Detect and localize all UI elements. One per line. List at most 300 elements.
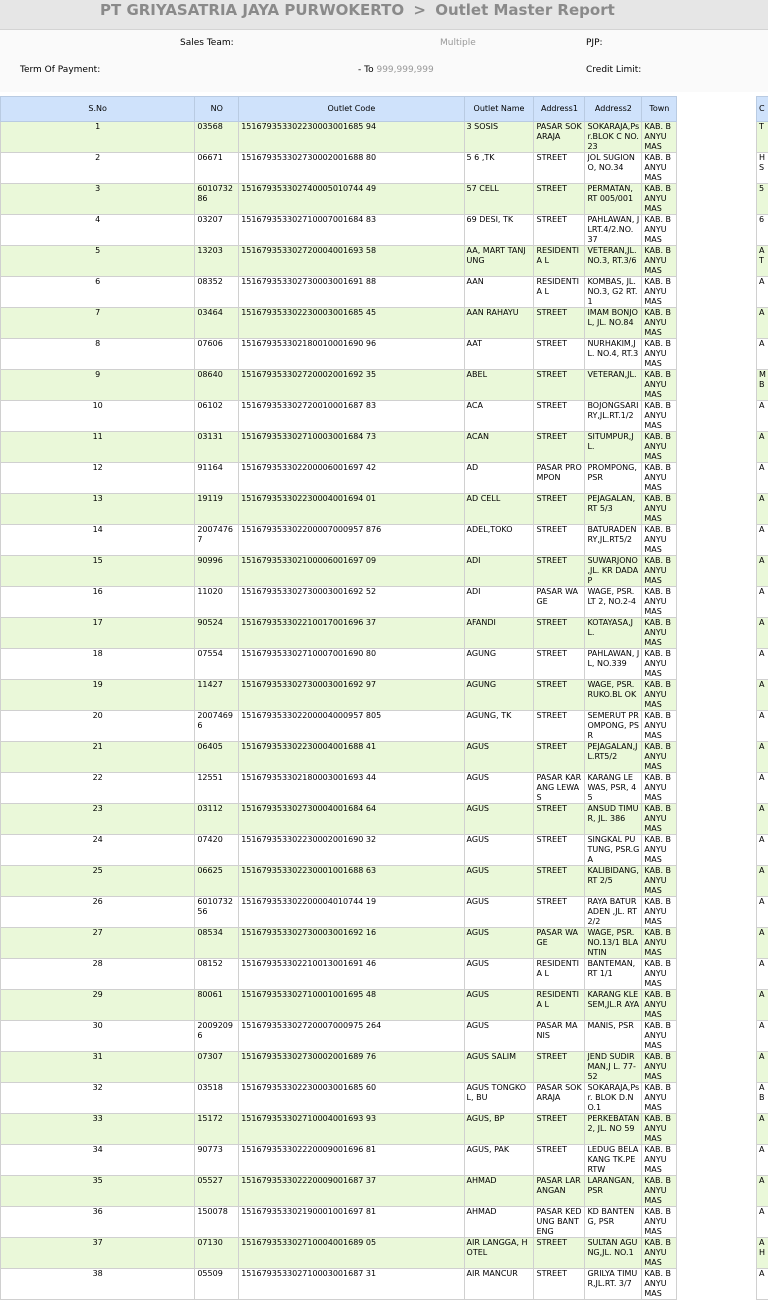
table-row[interactable] [1,339,768,370]
row-town: KAB. BANYU MAS [642,215,677,246]
row-address1: STREET [534,556,585,587]
row-address2: KD BANTENG, PSR [585,1207,642,1238]
row-gap [677,1083,757,1114]
row-next-column: A [757,1114,768,1145]
row-address2: KARANG LEWAS, PSR, 45 [585,773,642,804]
row-next-column: A [757,866,768,897]
table-row[interactable] [1,835,768,866]
row-no: 90524 [195,618,239,649]
report-name: Outlet Master Report [435,1,615,19]
row-no: 20074696 [195,711,239,742]
row-no: 05527 [195,1176,239,1207]
column-header-town[interactable]: Town [642,97,677,122]
row-sno: 11 [1,432,195,463]
column-header-outlet-name[interactable]: Outlet Name [464,97,534,122]
table-row[interactable] [1,804,768,835]
row-town: KAB. BANYU MAS [642,711,677,742]
row-address1: PASAR WAGE [534,928,585,959]
table-row[interactable] [1,432,768,463]
table-row[interactable] [1,959,768,990]
row-next-column: A [757,742,768,773]
row-address1: STREET [534,339,585,370]
row-address1: RESIDENTIA L [534,959,585,990]
row-sno: 19 [1,680,195,711]
row-gap [677,742,757,773]
row-outlet-name: AFANDI [464,618,534,649]
row-gap [677,1114,757,1145]
row-town: KAB. BANYU MAS [642,835,677,866]
row-address2: PROMPONG, PSR [585,463,642,494]
row-address2: KARANG KLESEM,JL.R AYA [585,990,642,1021]
table-row[interactable] [1,773,768,804]
row-no: 08640 [195,370,239,401]
row-address2: MANIS, PSR [585,1021,642,1052]
row-address1: PASAR WAGE [534,587,585,618]
outlet-table [0,96,768,1300]
row-outlet-name: AD CELL [464,494,534,525]
row-no: 06625 [195,866,239,897]
table-row[interactable] [1,1052,768,1083]
row-address2: IMAM BONJOL, JL. NO.84 [585,308,642,339]
row-next-column: 5 [757,184,768,215]
table-row[interactable] [1,990,768,1021]
row-outlet-code: 151679353302230001001688 63 [239,866,464,897]
row-town: KAB. BANYU MAS [642,308,677,339]
row-town: KAB. BANYU MAS [642,773,677,804]
column-header-next[interactable]: C [757,97,768,122]
row-gap [677,897,757,928]
row-sno: 10 [1,401,195,432]
table-row[interactable] [1,1145,768,1176]
row-outlet-code: 151679353302710003001684 73 [239,432,464,463]
row-town: KAB. BANYU MAS [642,494,677,525]
table-row[interactable] [1,1238,768,1269]
table-row[interactable] [1,1269,768,1300]
table-row[interactable] [1,1207,768,1238]
row-sno: 3 [1,184,195,215]
row-gap [677,1145,757,1176]
row-outlet-code: 151679353302710003001687 31 [239,1269,464,1300]
row-address1: RESIDENTIA L [534,246,585,277]
row-sno: 13 [1,494,195,525]
row-gap [677,835,757,866]
column-header-address2[interactable]: Address2 [585,97,642,122]
row-town: KAB. BANYU MAS [642,463,677,494]
row-outlet-name: AIR MANCUR [464,1269,534,1300]
row-no: 03568 [195,122,239,153]
row-outlet-name: ACA [464,401,534,432]
row-sno: 36 [1,1207,195,1238]
sales-team-value[interactable]: Multiple [440,38,476,48]
row-next-column: A [757,587,768,618]
column-header-sno[interactable]: S.No [1,97,195,122]
row-outlet-name: AGUS [464,928,534,959]
report-title [100,0,615,20]
table-row[interactable] [1,742,768,773]
row-town: KAB. BANYU MAS [642,897,677,928]
row-no: 06405 [195,742,239,773]
row-sno: 16 [1,587,195,618]
row-outlet-name: AGUNG [464,680,534,711]
row-outlet-code: 151679353302180003001693 44 [239,773,464,804]
table-row[interactable] [1,401,768,432]
table-row[interactable] [1,525,768,556]
row-outlet-name: AGUS TONGKOL, BU [464,1083,534,1114]
row-address1: STREET [534,153,585,184]
outlet-table-container [0,96,768,1300]
row-address2: PAHLAWAN, JL, NO.339 [585,649,642,680]
row-next-column: A [757,277,768,308]
row-sno: 35 [1,1176,195,1207]
row-address1: PASAR LARANGAN [534,1176,585,1207]
row-outlet-name: AGUS [464,773,534,804]
row-address2: WAGE, PSR. LT 2, NO.2-4 [585,587,642,618]
row-address1: PASAR PROMPON [534,463,585,494]
row-sno: 6 [1,277,195,308]
row-sno: 24 [1,835,195,866]
row-address1: STREET [534,215,585,246]
row-no: 07554 [195,649,239,680]
row-address1: STREET [534,711,585,742]
row-sno: 32 [1,1083,195,1114]
row-no: 601073256 [195,897,239,928]
row-town: KAB. BANYU MAS [642,1083,677,1114]
row-town: KAB. BANYU MAS [642,928,677,959]
row-outlet-name: AGUS, BP [464,1114,534,1145]
row-town: KAB. BANYU MAS [642,1114,677,1145]
row-no: 07307 [195,1052,239,1083]
row-no: 20074767 [195,525,239,556]
row-gap [677,928,757,959]
row-outlet-code: 151679353302710007001684 83 [239,215,464,246]
row-town: KAB. BANYU MAS [642,1238,677,1269]
row-next-column: A [757,835,768,866]
row-address1: STREET [534,308,585,339]
row-town: KAB. BANYU MAS [642,1145,677,1176]
row-address2: SUWARJONO ,JL. KR DADAP [585,556,642,587]
row-sno: 22 [1,773,195,804]
row-outlet-name: AGUS, PAK [464,1145,534,1176]
row-address2: SOKARAJA,Ps r. BLOK D.NO.1 [585,1083,642,1114]
row-address2: SULTAN AGUNG,JL. NO.1 [585,1238,642,1269]
column-header-outlet-code[interactable]: Outlet Code [239,97,464,122]
row-next-column: M B [757,370,768,401]
row-next-column: A [757,1052,768,1083]
row-town: KAB. BANYU MAS [642,246,677,277]
row-gap [677,680,757,711]
row-address1: PASAR MANIS [534,1021,585,1052]
row-no: 90773 [195,1145,239,1176]
row-address1: STREET [534,525,585,556]
row-outlet-code: 151679353302730003001692 97 [239,680,464,711]
row-sno: 27 [1,928,195,959]
row-next-column: A [757,432,768,463]
row-outlet-code: 151679353302230003001685 60 [239,1083,464,1114]
row-outlet-name: AGUS [464,804,534,835]
row-outlet-name: AAT [464,339,534,370]
row-address1: STREET [534,866,585,897]
row-town: KAB. BANYU MAS [642,1207,677,1238]
table-row[interactable] [1,711,768,742]
row-address1: STREET [534,680,585,711]
row-gap [677,277,757,308]
row-outlet-name: AAN RAHAYU [464,308,534,339]
row-next-column: A [757,556,768,587]
row-gap [677,773,757,804]
table-row[interactable] [1,680,768,711]
row-next-column: A B [757,1083,768,1114]
row-address1: STREET [534,1269,585,1300]
row-outlet-name: AHMAD [464,1176,534,1207]
row-no: 150078 [195,1207,239,1238]
report-header [0,0,768,30]
row-town: KAB. BANYU MAS [642,1052,677,1083]
row-address1: STREET [534,742,585,773]
row-address1: STREET [534,649,585,680]
row-address2: KOTAYASA,JL. [585,618,642,649]
row-outlet-code: 151679353302720007000975 264 [239,1021,464,1052]
table-row[interactable] [1,277,768,308]
table-row[interactable] [1,1021,768,1052]
row-address2: VETERAN,JL. NO.3, RT.3/6 [585,246,642,277]
column-header-address1[interactable]: Address1 [534,97,585,122]
row-outlet-name: AGUS [464,742,534,773]
table-row[interactable] [1,1083,768,1114]
row-sno: 38 [1,1269,195,1300]
row-town: KAB. BANYU MAS [642,680,677,711]
row-outlet-name: 5 6 ,TK [464,153,534,184]
column-header-no[interactable]: NO [195,97,239,122]
row-sno: 5 [1,246,195,277]
row-address2: SEMERUT PROMPONG, PSR [585,711,642,742]
table-row[interactable] [1,246,768,277]
row-address2: BATURADEN RY,JL.RT5/2 [585,525,642,556]
row-address2: SITUMPUR,J L. [585,432,642,463]
row-no: 91164 [195,463,239,494]
table-row[interactable] [1,556,768,587]
table-row[interactable] [1,618,768,649]
row-next-column: A T [757,246,768,277]
row-no: 03207 [195,215,239,246]
row-address1: RESIDENTIA L [534,277,585,308]
row-address2: RAYA BATURADEN ,JL. RT 2/2 [585,897,642,928]
table-row[interactable] [1,494,768,525]
row-gap [677,618,757,649]
row-address1: STREET [534,804,585,835]
row-outlet-code: 151679353302180010001690 96 [239,339,464,370]
row-address1: STREET [534,897,585,928]
row-sno: 37 [1,1238,195,1269]
row-sno: 7 [1,308,195,339]
row-town: KAB. BANYU MAS [642,556,677,587]
row-sno: 14 [1,525,195,556]
pjp-label: PJP: [586,38,603,48]
table-row[interactable] [1,122,768,153]
row-sno: 29 [1,990,195,1021]
row-next-column: A [757,649,768,680]
row-address2: VETERAN,JL. [585,370,642,401]
row-no: 08534 [195,928,239,959]
row-no: 12551 [195,773,239,804]
row-gap [677,866,757,897]
row-outlet-code: 151679353302200006001697 42 [239,463,464,494]
row-sno: 8 [1,339,195,370]
row-gap [677,587,757,618]
row-address1: STREET [534,370,585,401]
row-outlet-name: 57 CELL [464,184,534,215]
row-outlet-name: AGUS [464,959,534,990]
row-address1: STREET [534,494,585,525]
table-row[interactable] [1,308,768,339]
row-town: KAB. BANYU MAS [642,401,677,432]
row-no: 03131 [195,432,239,463]
row-next-column: A [757,308,768,339]
table-row[interactable] [1,1114,768,1145]
row-address2: WAGE, PSR.RUKO.BL OK [585,680,642,711]
row-address2: BANTEMAN, RT 1/1 [585,959,642,990]
row-town: KAB. BANYU MAS [642,1269,677,1300]
row-address2: LARANGAN, PSR [585,1176,642,1207]
row-outlet-name: AGUS [464,897,534,928]
row-no: 03518 [195,1083,239,1114]
row-address2: PERKEBATAN 2, JL. NO 59 [585,1114,642,1145]
row-town: KAB. BANYU MAS [642,1176,677,1207]
row-address1: STREET [534,1145,585,1176]
row-next-column: A [757,959,768,990]
row-next-column: A [757,1176,768,1207]
table-row[interactable] [1,215,768,246]
row-next-column: A [757,711,768,742]
row-outlet-code: 151679353302710004001693 93 [239,1114,464,1145]
row-town: KAB. BANYU MAS [642,525,677,556]
row-no: 07420 [195,835,239,866]
row-no: 08152 [195,959,239,990]
row-town: KAB. BANYU MAS [642,1021,677,1052]
row-gap [677,1269,757,1300]
row-sno: 33 [1,1114,195,1145]
row-address1: PASAR KEDUNG BANTENG [534,1207,585,1238]
row-gap [677,1021,757,1052]
table-row[interactable] [1,897,768,928]
row-sno: 17 [1,618,195,649]
table-row[interactable] [1,463,768,494]
row-address1: PASAR SOKARAJA [534,122,585,153]
row-outlet-code: 151679353302710007001690 80 [239,649,464,680]
row-address1: RESIDENTIA L [534,990,585,1021]
row-gap [677,525,757,556]
row-outlet-name: AIR LANGGA, HOTEL [464,1238,534,1269]
row-no: 07606 [195,339,239,370]
row-gap [677,804,757,835]
row-address2: LEDUG BELAKANG TK.PERTW [585,1145,642,1176]
row-no: 19119 [195,494,239,525]
row-town: KAB. BANYU MAS [642,432,677,463]
row-outlet-code: 151679353302210013001691 46 [239,959,464,990]
row-no: 07130 [195,1238,239,1269]
row-next-column: T [757,122,768,153]
row-next-column: H S [757,153,768,184]
row-outlet-code: 151679353302200007000957 876 [239,525,464,556]
table-row[interactable] [1,1176,768,1207]
row-gap [677,494,757,525]
row-gap [677,401,757,432]
row-address2: ANSUD TIMUR, JL. 386 [585,804,642,835]
row-address2: BOJONGSARI RY,JL.RT.1/2 [585,401,642,432]
row-outlet-name: AHMAD [464,1207,534,1238]
table-row[interactable] [1,153,768,184]
table-header-row [1,97,768,122]
row-next-column: A [757,525,768,556]
row-next-column: A [757,1207,768,1238]
term-of-payment-label: Term Of Payment: [20,65,100,75]
row-gap [677,1238,757,1269]
table-row[interactable] [1,866,768,897]
row-no: 80061 [195,990,239,1021]
row-gap [677,432,757,463]
row-outlet-code: 151679353302730002001689 76 [239,1052,464,1083]
row-outlet-code: 151679353302720004001693 58 [239,246,464,277]
row-outlet-name: AGUNG [464,649,534,680]
row-gap [677,122,757,153]
row-next-column: A [757,897,768,928]
column-gap [677,97,757,122]
row-no: 601073286 [195,184,239,215]
row-outlet-name: AGUS [464,835,534,866]
row-no: 13203 [195,246,239,277]
row-next-column: A [757,401,768,432]
row-outlet-code: 151679353302730003001691 88 [239,277,464,308]
row-gap [677,308,757,339]
row-gap [677,711,757,742]
row-outlet-code: 151679353302230003001685 94 [239,122,464,153]
row-address1: STREET [534,835,585,866]
row-next-column: A H [757,1238,768,1269]
row-address2: PERMATAN, RT 005/001 [585,184,642,215]
row-address2: WAGE, PSR.NO.13/1 BLANTIN [585,928,642,959]
row-next-column: A [757,680,768,711]
table-row[interactable] [1,587,768,618]
row-town: KAB. BANYU MAS [642,277,677,308]
row-outlet-code: 151679353302220009001687 37 [239,1176,464,1207]
row-no: 08352 [195,277,239,308]
row-town: KAB. BANYU MAS [642,339,677,370]
row-sno: 9 [1,370,195,401]
row-outlet-name: AA, MART TANJUNG [464,246,534,277]
term-of-payment-range[interactable] [358,65,434,75]
row-gap [677,184,757,215]
row-sno: 30 [1,1021,195,1052]
table-row[interactable] [1,649,768,680]
company-name: PT GRIYASATRIA JAYA PURWOKERTO [100,1,404,19]
row-no: 11020 [195,587,239,618]
table-row[interactable] [1,928,768,959]
row-address1: PASAR SOKARAJA [534,1083,585,1114]
row-outlet-code: 151679353302230002001690 32 [239,835,464,866]
row-address2: GRILYA TIMUR,JL.RT. 3/7 [585,1269,642,1300]
row-outlet-name: ABEL [464,370,534,401]
row-address2: SOKARAJA,Ps r.BLOK C NO.23 [585,122,642,153]
row-outlet-code: 151679353302230004001688 41 [239,742,464,773]
row-town: KAB. BANYU MAS [642,153,677,184]
table-row[interactable] [1,370,768,401]
row-town: KAB. BANYU MAS [642,959,677,990]
filter-panel [0,30,768,92]
row-gap [677,339,757,370]
row-sno: 12 [1,463,195,494]
row-gap [677,246,757,277]
row-gap [677,556,757,587]
table-row[interactable] [1,184,768,215]
